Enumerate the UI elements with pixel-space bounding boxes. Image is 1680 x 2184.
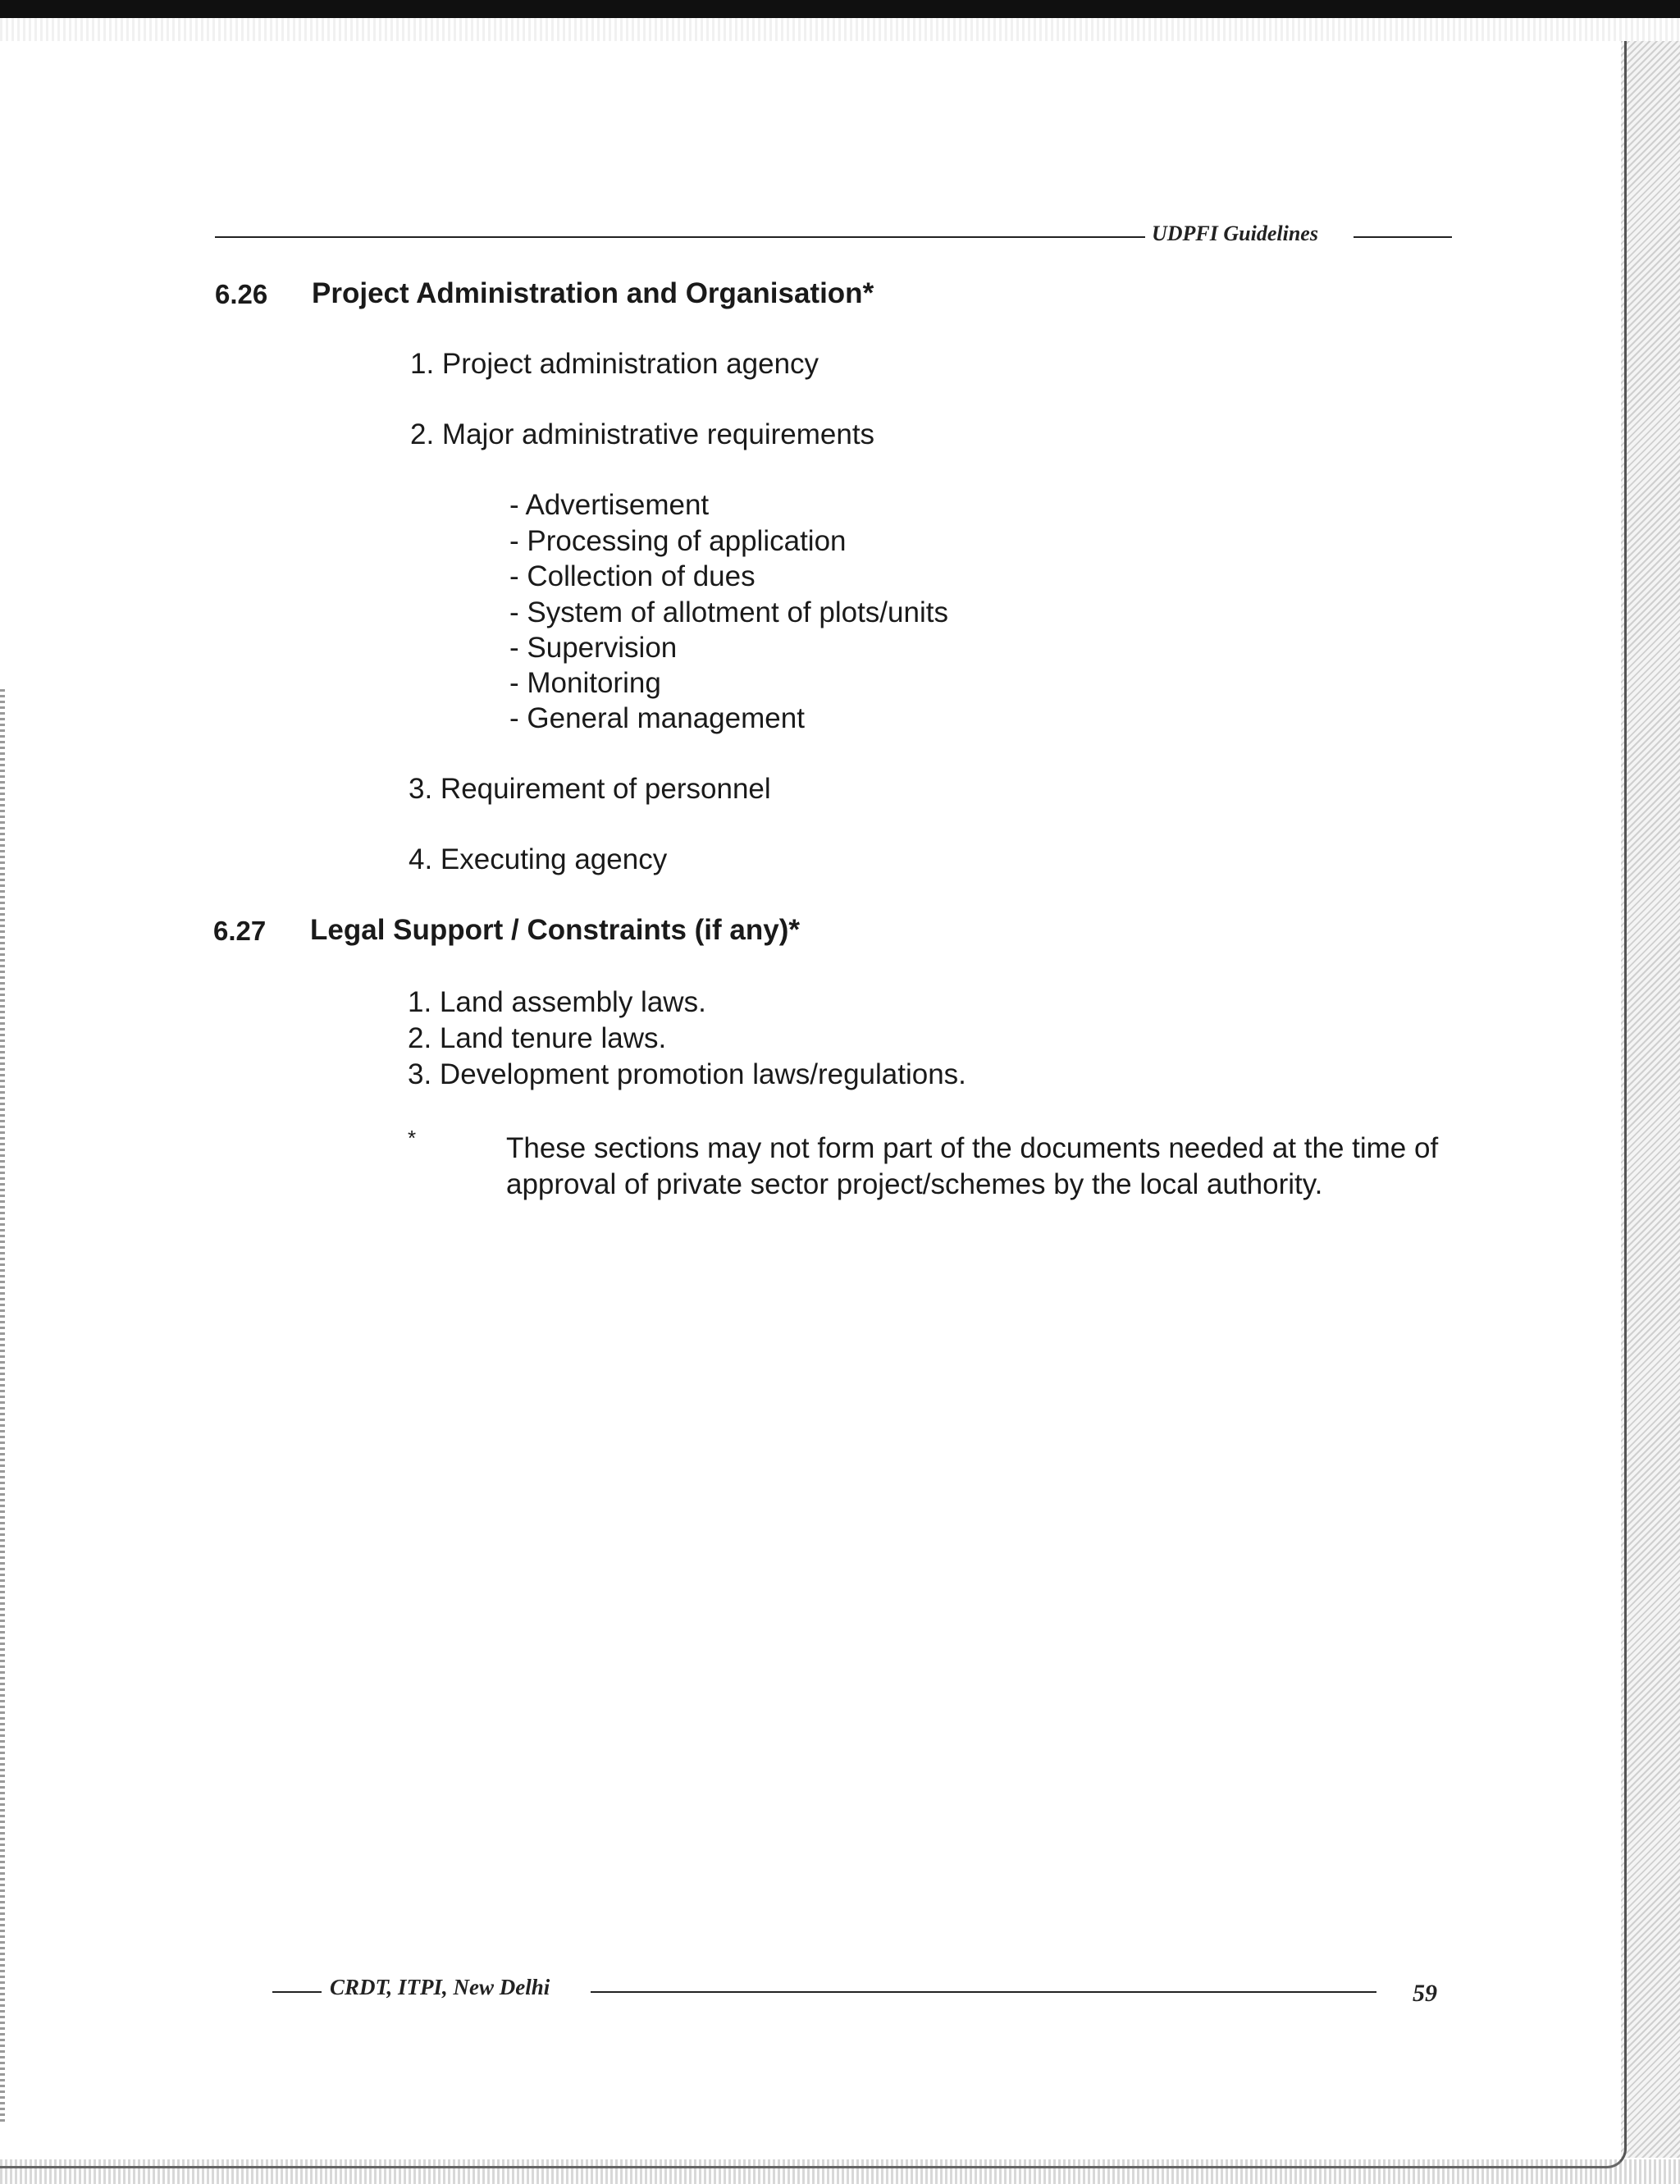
section-title: Project Administration and Organisation* bbox=[312, 277, 874, 309]
sub-list-item: - General management bbox=[509, 702, 805, 734]
running-header: UDPFI Guidelines bbox=[1152, 222, 1318, 245]
page-number: 59 bbox=[1413, 1980, 1437, 2007]
list-item: 2. Land tenure laws. bbox=[408, 1022, 667, 1054]
list-item: 3. Requirement of personnel bbox=[409, 773, 771, 805]
scan-noise-top bbox=[0, 18, 1680, 41]
header-rule-left bbox=[215, 236, 1145, 238]
sub-list-item: - System of allotment of plots/units bbox=[509, 596, 948, 628]
footer-rule-left bbox=[272, 1991, 322, 1993]
section-title: Legal Support / Constraints (if any)* bbox=[310, 914, 800, 946]
sub-list-item: - Processing of application bbox=[509, 525, 847, 557]
footnote-marker: * bbox=[408, 1126, 417, 1150]
sub-list-item: - Collection of dues bbox=[509, 560, 756, 592]
running-footer: CRDT, ITPI, New Delhi bbox=[330, 1975, 550, 1999]
list-item: 4. Executing agency bbox=[409, 843, 668, 875]
sub-list-item: - Advertisement bbox=[509, 489, 710, 521]
footnote-text: These sections may not form part of the documents needed at the time of approval of private sector project/schemes by the local authority. bbox=[506, 1132, 1439, 1200]
footer-rule-right bbox=[591, 1991, 1376, 1993]
sub-list-item: - Supervision bbox=[509, 632, 678, 664]
sub-list-item: - Monitoring bbox=[509, 667, 661, 699]
list-item: 1. Land assembly laws. bbox=[408, 986, 706, 1018]
scan-noise-right bbox=[1621, 41, 1680, 2158]
header-rule-right bbox=[1354, 236, 1452, 238]
list-item: 3. Development promotion laws/regulations. bbox=[408, 1058, 966, 1090]
section-number: 6.26 bbox=[215, 279, 268, 309]
list-item: 1. Project administration agency bbox=[410, 348, 819, 380]
scan-top-border bbox=[0, 0, 1680, 18]
section-number: 6.27 bbox=[213, 916, 267, 946]
list-item: 2. Major administrative requirements bbox=[410, 418, 875, 450]
